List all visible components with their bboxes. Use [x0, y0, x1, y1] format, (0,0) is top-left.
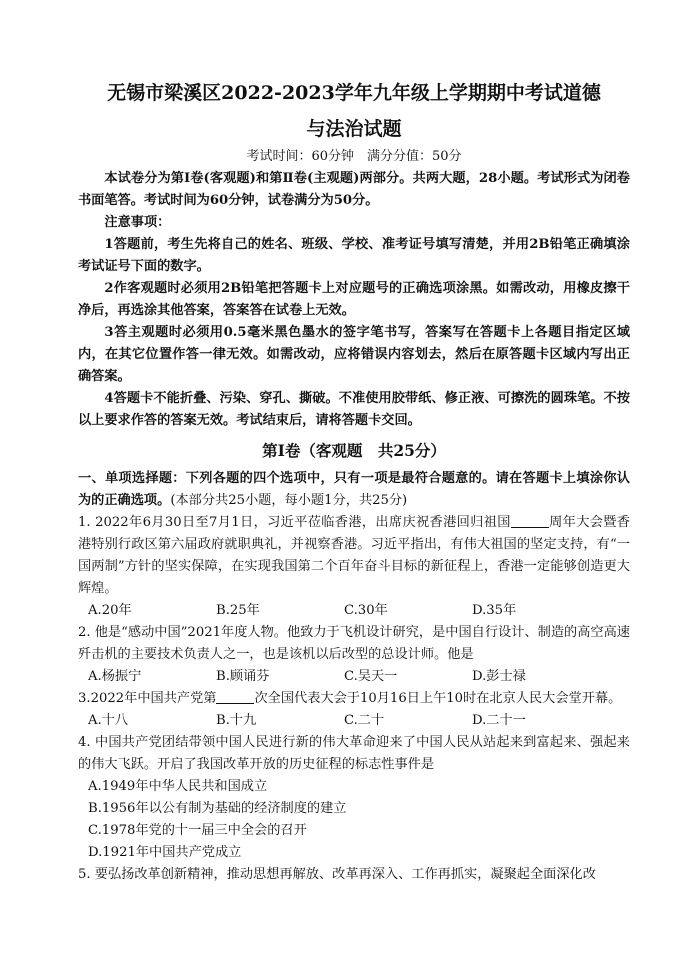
question-2: 2. 他是“感动中国”2021年度人物。他致力于飞机设计研究，是中国自行设计、制造的高空高速歼击机的主要技术负责人之一，也是该机以后改型的总设计师。他是	[78, 625, 630, 662]
note-item: 2作客观题时必须用2B铅笔把答题卡上对应题号的正确选项涂黑。如需改动，用橡皮擦干净后，再选涂其他答案，答案答在试卷上无效。	[78, 281, 630, 318]
exam-meta: 考试时间：60分钟 满分分值：50分	[246, 149, 462, 164]
answer-blank	[216, 689, 254, 704]
option: C.1978年党的十一届三中全会的召开	[88, 823, 307, 838]
option: B.顾诵芬	[216, 669, 270, 684]
option: B.十九	[216, 713, 257, 728]
option: A.20年	[88, 603, 132, 618]
question-5: 5. 要弘扬改革创新精神，推动思想再解放、改革再深入、工作再抓实，凝聚起全面深化改	[78, 867, 596, 882]
question-3	[78, 688, 630, 710]
option: A.十八	[88, 713, 129, 728]
option: C.吴天一	[344, 669, 398, 684]
question-1-options	[78, 600, 630, 622]
option: D.二十一	[472, 713, 526, 728]
question-3-text-cont: 次全国代表大会于10月16日上午10时在北京人民大会堂开幕。	[254, 691, 622, 706]
option: B.25年	[216, 603, 260, 618]
option: D.35年	[472, 603, 517, 618]
option: D.1921年中国共产党成立	[88, 845, 242, 860]
exam-title-line1: 无锡市梁溪区2022-2023学年九年级上学期期中考试道德	[107, 82, 601, 104]
question-3-text: 3.2022年中国共产党第	[78, 691, 217, 706]
question-1-text: 1. 2022年6月30日至7月1日，习近平莅临香港，出席庆祝香港回归祖国	[78, 515, 511, 530]
note-item: 3答主观题时必须用0.5毫米黑色墨水的签字笔书写，答案写在答题卡上各题目指定区域内，在其它位置作答一律无效。如需改动，应将错误内容划去，然后在原答题卡区域内写出正确答案。	[78, 325, 630, 384]
option: A.1949年中华人民共和国成立	[88, 779, 268, 794]
part1-heading-bold: 一、单项选择题：下列各题的四个选项中，只有一项是最符合题意的。请在答题卡上填涂你认为的正确选项。	[78, 471, 630, 508]
option: C.二十	[344, 713, 385, 728]
part1-heading	[78, 468, 630, 512]
question-4: 4. 中国共产党团结带领中国人民进行新的伟大革命迎来了中国人民从站起来到富起来、强起来的伟大飞跃。开启了我国改革开放的历史征程的标志性事件是	[78, 735, 630, 772]
option: B.1956年以公有制为基础的经济制度的建立	[88, 801, 347, 816]
question-1-text-cont: 周年大会暨香港特别行政区第六届政府就职典礼，并视察香港。习近平指出，有伟大祖国的坚定支持，有“一国两制”方针的坚实保障，在实现我国第二个百年奋斗目标的新征程上，香港一定能够创造更大辉煌。	[78, 515, 630, 596]
exam-title-line2: 与法治试题	[306, 118, 402, 140]
option: A.杨振宁	[88, 669, 142, 684]
exam-intro: 本试卷分为第Ⅰ卷(客观题)和第Ⅱ卷(主观题)两部分。共两大题，28小题。考试形式为闭卷书面笔答。考试时间为60分钟，试卷满分为50分。	[78, 171, 630, 208]
option: D.彭士禄	[472, 669, 526, 684]
note-item: 1答题前，考生先将自己的姓名、班级、学校、准考证号填写清楚，并用2B铅笔正确填涂考试证号下面的数字。	[78, 237, 630, 274]
part1-heading-note: (本部分共25小题，每小题1分，共25分)	[170, 493, 408, 508]
note-item: 4答题卡不能折叠、污染、穿孔、撕破。不准使用胶带纸、修正液、可擦洗的圆珠笔。不按以上要求作答的答案无效。考试结束后，请将答题卡交回。	[78, 391, 630, 428]
option: C.30年	[344, 603, 388, 618]
notes-heading: 注意事项：	[104, 215, 171, 230]
answer-blank	[511, 513, 549, 528]
question-3-options	[78, 710, 630, 732]
question-1	[78, 512, 630, 600]
question-2-options	[78, 666, 630, 688]
section-title: 第Ⅰ卷（客观题 共25分）	[262, 441, 446, 460]
